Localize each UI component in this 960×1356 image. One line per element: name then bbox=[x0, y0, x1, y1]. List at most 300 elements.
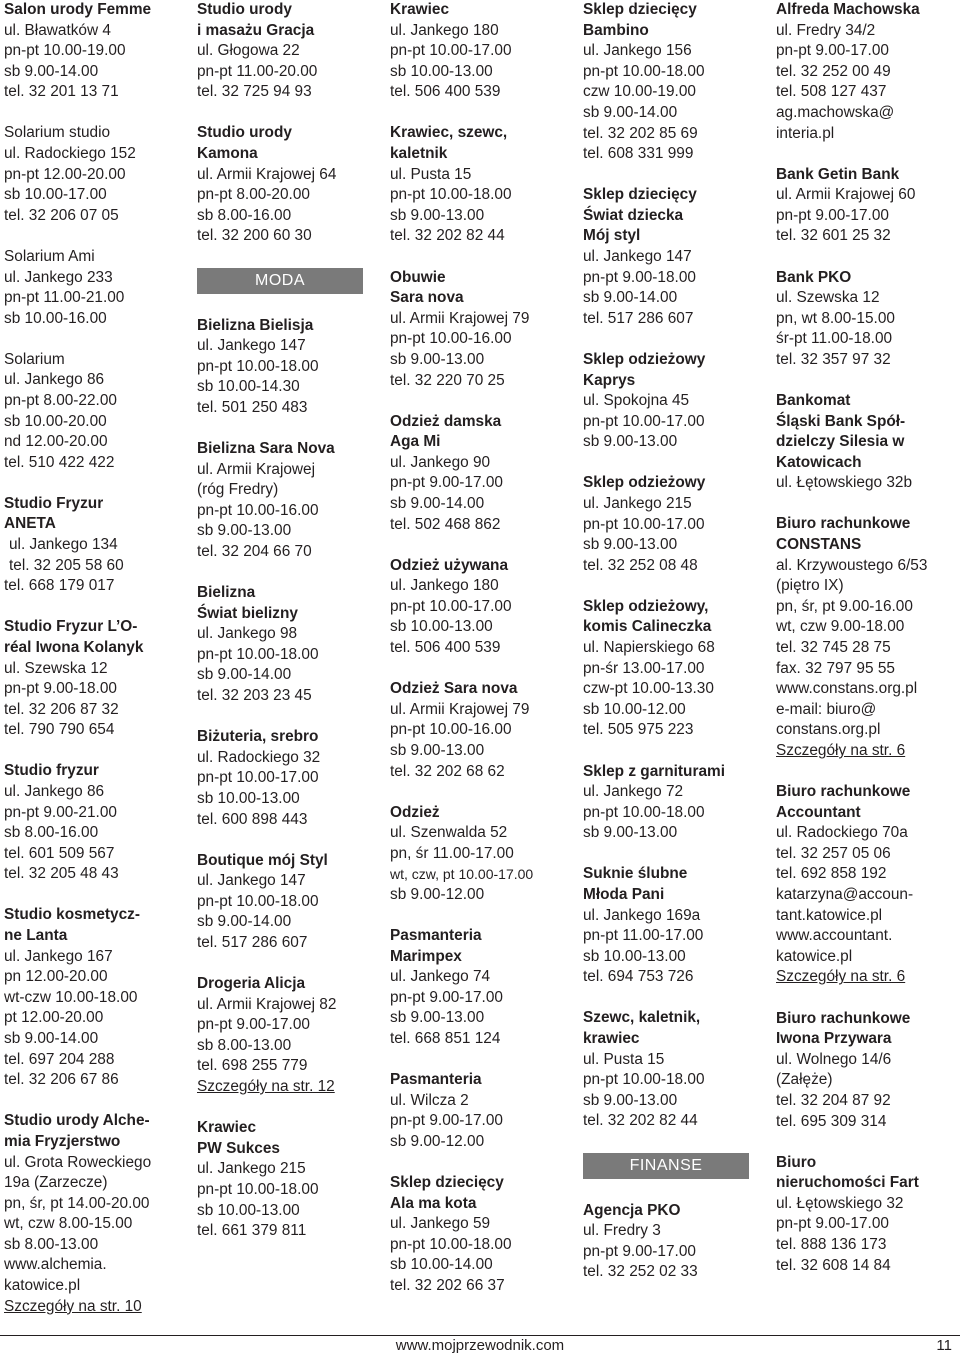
web-contact-line[interactable]: interia.pl bbox=[776, 124, 835, 142]
footer-url[interactable]: www.mojprzewodnik.com bbox=[395, 1337, 565, 1354]
phone-line: tel. 508 127 437 bbox=[776, 83, 887, 101]
phone-line: tel. 32 202 82 44 bbox=[390, 227, 505, 245]
hours-line: pn-pt 10.00-16.00 bbox=[390, 330, 512, 348]
listing-name-line: Odzież damska bbox=[390, 412, 502, 430]
hours-line: pn-pt 10.00-18.00 bbox=[583, 803, 705, 821]
phone-line: tel. 32 252 02 33 bbox=[583, 1263, 698, 1281]
listing-name-line: Bielizna Bielisja bbox=[197, 316, 314, 334]
listing-name-line: dzielczy Silesia w bbox=[776, 433, 905, 451]
hours-line: pn-pt 9.00-18.00 bbox=[4, 680, 117, 698]
phone-line: tel. 32 206 07 05 bbox=[4, 206, 119, 224]
listing-bankomat-slaski-bank bbox=[776, 391, 960, 494]
listing-bielizna-bielisja bbox=[197, 316, 387, 419]
hours-line: pn-pt 10.00-16.00 bbox=[197, 501, 319, 519]
hours-line: sb 9.00-13.00 bbox=[583, 536, 678, 554]
listing-odziez bbox=[390, 803, 580, 906]
listing-name-line: Mój styl bbox=[583, 227, 641, 245]
listing-odziez-damska-aga-mi bbox=[390, 412, 580, 536]
column-4 bbox=[583, 0, 773, 1303]
listing-name-line: Sara nova bbox=[390, 289, 464, 307]
hours-line: sb 10.00-13.00 bbox=[197, 789, 300, 807]
hours-line: pn-pt 9.00-21.00 bbox=[4, 803, 117, 821]
phone-line: tel. 32 202 66 37 bbox=[390, 1276, 505, 1294]
listing-line: Solarium Ami bbox=[4, 247, 95, 265]
listing-name-line: Iwona Przywara bbox=[776, 1030, 892, 1048]
address-line: ul. Jankego 86 bbox=[4, 783, 105, 800]
listing-name-line: Aga Mi bbox=[390, 433, 441, 451]
address-line: ul. Armii Krajowej 79 bbox=[390, 700, 530, 718]
hours-line: pn, śr 11.00-17.00 bbox=[390, 844, 514, 862]
listing-szewc-kaletnik-krawiec bbox=[583, 1008, 773, 1132]
listing-name-line: Odzież bbox=[390, 803, 440, 821]
address-line: ul. Jankego 134 bbox=[9, 536, 118, 554]
hours-line: pn-pt 10.00-17.00 bbox=[583, 412, 705, 430]
listing-krawiec bbox=[390, 0, 580, 103]
address-line: ul. Bławatków 4 bbox=[4, 21, 111, 39]
address-line: al. Krzywoustego 6/53 bbox=[776, 556, 928, 574]
address-line: ul. Szenwalda 52 bbox=[390, 824, 508, 842]
hours-line: sb 9.00-13.00 bbox=[390, 1009, 485, 1027]
hours-line: sb 10.00-13.00 bbox=[583, 947, 686, 965]
hours-line: pn-pt 8.00-22.00 bbox=[4, 392, 117, 409]
address-line: ul. Armii Krajowej 79 bbox=[390, 309, 530, 327]
listing-bank-getin-bank bbox=[776, 165, 960, 247]
listing-solarium bbox=[4, 350, 194, 474]
listing-name-line: i masażu Gracja bbox=[197, 21, 315, 39]
address-line: ul. Armii Krajowej 82 bbox=[197, 995, 337, 1013]
hours-line: pn-pt 9.00-18.00 bbox=[583, 268, 696, 286]
listing-name-line: Sklep dziecięcy bbox=[583, 186, 697, 204]
listing-name-line: Biuro rachunkowe bbox=[776, 783, 911, 801]
listing-sklep-dzieciecy-swiat-dziecka bbox=[583, 185, 773, 329]
hours-line: pn-pt 12.00-20.00 bbox=[4, 165, 126, 183]
hours-line: pn-pt 9.00-17.00 bbox=[776, 42, 889, 60]
listing-name-line: réal Iwona Kolanyk bbox=[4, 638, 144, 656]
hours-line: pn-pt 11.00-21.00 bbox=[4, 289, 125, 307]
section-header-finanse: FINANSE bbox=[583, 1153, 749, 1179]
listing-sklep-odziezowy bbox=[583, 473, 773, 576]
listing-name-line: Sklep odzieżowy bbox=[583, 474, 706, 492]
listing-name-line: Studio Fryzur bbox=[4, 494, 104, 512]
address-line: ul. Jankego 147 bbox=[583, 248, 692, 266]
listing-name-line: Kaprys bbox=[583, 371, 636, 389]
address-line: ul. Wolnego 14/6 bbox=[776, 1050, 892, 1068]
phone-line: tel. 505 975 223 bbox=[583, 721, 694, 739]
address-line: ul. Armii Krajowej bbox=[197, 460, 316, 478]
hours-line: sb 8.00-13.00 bbox=[197, 1036, 292, 1054]
phone-line: tel. 32 745 28 75 bbox=[776, 639, 891, 657]
hours-line: pn-pt 10.00-18.00 bbox=[197, 357, 319, 375]
phone-line: tel. 32 357 97 32 bbox=[776, 350, 891, 368]
web-contact-line[interactable]: tant.katowice.pl bbox=[776, 906, 883, 924]
page-reference-link[interactable]: Szczegóły na str. 6 bbox=[776, 742, 906, 759]
listing-biuro-rachunkowe-constans bbox=[776, 514, 960, 761]
hours-line: pn-pt 10.00-16.00 bbox=[390, 721, 512, 739]
address-line: ul. Radockiego 70a bbox=[776, 824, 908, 842]
web-contact-line[interactable]: e-mail: biuro@ bbox=[776, 700, 877, 718]
address-line: ul. Napierskiego 68 bbox=[583, 639, 715, 657]
web-contact-line[interactable]: www.constans.org.pl bbox=[776, 680, 918, 698]
listing-name-line: Bankomat bbox=[776, 392, 851, 409]
listing-name-line: Studio urody bbox=[197, 124, 292, 142]
listing-name-line: Świat dziecka bbox=[583, 206, 684, 224]
address-line: ul. Fredry 3 bbox=[583, 1222, 661, 1240]
phone-line: tel. 32 201 13 71 bbox=[4, 83, 119, 101]
hours-line: sb 10.00-17.00 bbox=[4, 186, 107, 204]
footer-divider bbox=[0, 1335, 960, 1336]
hours-line: sb 9.00-12.00 bbox=[390, 1132, 485, 1150]
page-number: 11 bbox=[936, 1337, 952, 1354]
listing-studio-urody-alchemia bbox=[4, 1111, 194, 1317]
listing-name-line: Sklep z garniturami bbox=[583, 762, 725, 780]
hours-line: sb 10.00-12.00 bbox=[583, 700, 686, 718]
listing-alfreda-machowska bbox=[776, 0, 960, 144]
phone-line: tel. 661 379 811 bbox=[197, 1222, 307, 1240]
hours-line: pn-pt 10.00-18.00 bbox=[197, 645, 319, 663]
web-contact-line[interactable]: constans.org.pl bbox=[776, 721, 881, 739]
address-line: ul. Pusta 15 bbox=[390, 165, 472, 183]
hours-line: pn-pt 10.00-18.00 bbox=[197, 892, 319, 910]
phone-line: tel. 32 204 87 92 bbox=[776, 1091, 891, 1109]
hours-line: pn-pt 9.00-17.00 bbox=[390, 474, 503, 492]
hours-line: pn 12.00-20.00 bbox=[4, 968, 108, 986]
hours-line: pn-pt 9.00-17.00 bbox=[776, 1215, 889, 1233]
phone-line: tel. 32 252 00 49 bbox=[776, 62, 891, 80]
hours-line: pn-pt 9.00-17.00 bbox=[776, 206, 889, 224]
listing-odziez-uzywana bbox=[390, 556, 580, 659]
hours-line: sb 9.00-14.00 bbox=[197, 666, 292, 684]
address-line: ul. Jankego 180 bbox=[390, 21, 499, 39]
listing-name-line: Bambino bbox=[583, 21, 649, 39]
hours-line: wt, czw 8.00-15.00 bbox=[4, 1215, 133, 1233]
listing-name-line: Bank Getin Bank bbox=[776, 165, 900, 183]
listing-bielizna-sara-nova bbox=[197, 439, 387, 563]
hours-line: pn, wt 8.00-15.00 bbox=[776, 309, 895, 327]
phone-line: tel. 697 204 288 bbox=[4, 1050, 115, 1068]
listing-name-line: Agencja PKO bbox=[583, 1201, 681, 1219]
listing-name-line: komis Calineczka bbox=[583, 618, 712, 636]
phone-line: tel. 32 202 82 44 bbox=[583, 1112, 698, 1130]
address-line: ul. Jankego 98 bbox=[197, 625, 298, 643]
listing-studio-kosmetyczne-lanta bbox=[4, 905, 194, 1090]
listing-pasmanteria bbox=[390, 1070, 580, 1152]
listing-studio-fryzur bbox=[4, 761, 194, 885]
column-5 bbox=[776, 0, 960, 1297]
listing-name-line: Biżuteria, srebro bbox=[197, 728, 319, 746]
hours-line: pn-pt 10.00-18.00 bbox=[197, 1180, 319, 1198]
hours-line: pn-pt 10.00-17.00 bbox=[390, 42, 512, 60]
phone-line: tel. 506 400 539 bbox=[390, 83, 501, 101]
listing-name-line: ANETA bbox=[4, 515, 56, 533]
phone-line: tel. 888 136 173 bbox=[776, 1235, 887, 1253]
hours-line: sb 9.00-14.00 bbox=[4, 1030, 99, 1048]
listing-solarium-ami bbox=[4, 247, 194, 329]
hours-line: śr-pt 11.00-18.00 bbox=[776, 330, 893, 348]
listing-name-line: Świat bielizny bbox=[197, 604, 298, 622]
listing-name-line: Krawiec bbox=[390, 1, 450, 18]
address-line: ul. Jankego 147 bbox=[197, 872, 306, 890]
hours-line: pt 12.00-20.00 bbox=[4, 1009, 104, 1027]
listing-name-line: Młoda Pani bbox=[583, 885, 665, 903]
phone-line: tel. 517 286 607 bbox=[583, 309, 694, 327]
listing-name-line: PW Sukces bbox=[197, 1139, 280, 1157]
listing-name-line: Boutique mój Styl bbox=[197, 851, 328, 869]
phone-line: tel. 32 203 23 45 bbox=[197, 687, 312, 705]
listing-name-line: Pasmanteria bbox=[390, 1071, 482, 1089]
hours-line: sb 9.00-13.00 bbox=[390, 741, 485, 759]
column-3 bbox=[390, 0, 580, 1317]
phone-line: tel. 506 400 539 bbox=[390, 639, 501, 657]
listing-obuwie-sara-nova bbox=[390, 268, 580, 392]
phone-line: tel. 517 286 607 bbox=[197, 933, 308, 951]
hours-line: wt, czw 9.00-18.00 bbox=[776, 618, 905, 636]
phone-line: tel. 502 468 862 bbox=[390, 515, 501, 533]
phone-line: tel. 501 250 483 bbox=[197, 398, 308, 416]
listing-line: Solarium bbox=[4, 350, 65, 368]
address-line: ul. Fredry 34/2 bbox=[776, 21, 876, 39]
listing-suknie-slubne-mloda-pani bbox=[583, 864, 773, 988]
listing-name-line: Krawiec, szewc, bbox=[390, 124, 508, 142]
web-contact-line[interactable]: www.accountant. bbox=[776, 927, 893, 945]
listing-line: (piętro IX) bbox=[776, 577, 844, 595]
listing-sklep-dzieciecy-bambino bbox=[583, 0, 773, 165]
phone-line: tel. 32 204 66 70 bbox=[197, 542, 312, 560]
address-line: ul. Jankego 215 bbox=[583, 494, 692, 512]
hours-line: sb 10.00-16.00 bbox=[4, 309, 107, 327]
listing-bizuteria-srebro bbox=[197, 727, 387, 830]
hours-line: pn-pt 11.00-17.00 bbox=[583, 927, 704, 945]
web-contact-line[interactable]: www.alchemia. bbox=[4, 1256, 107, 1274]
hours-line: pn-śr 13.00-17.00 bbox=[583, 659, 705, 677]
listing-name-line: Studio urody bbox=[197, 1, 292, 18]
phone-line: tel. 32 202 68 62 bbox=[390, 762, 505, 780]
listing-biuro-nieruchomosci-fart bbox=[776, 1153, 960, 1277]
listing-name-line: Biuro bbox=[776, 1153, 817, 1171]
phone-line: tel. 32 205 58 60 bbox=[9, 556, 124, 574]
listing-name-line: mia Fryzjerstwo bbox=[4, 1132, 121, 1150]
listing-name-line: Kamona bbox=[197, 145, 258, 163]
phone-line: tel. 32 257 05 06 bbox=[776, 844, 891, 862]
hours-line: sb 9.00-12.00 bbox=[390, 885, 485, 903]
listing-name-line: Śląski Bank Spół- bbox=[776, 412, 906, 430]
address-line: ul. Jankego 59 bbox=[390, 1215, 491, 1233]
hours-line: pn-pt 10.00-18.00 bbox=[390, 1235, 512, 1253]
address-line: ul. Jankego 72 bbox=[583, 783, 684, 801]
hours-line: sb 9.00-14.00 bbox=[583, 289, 678, 307]
address-line: ul. Wilcza 2 bbox=[390, 1091, 469, 1109]
web-contact-line[interactable]: katarzyna@accoun- bbox=[776, 886, 914, 904]
listing-biuro-rachunkowe-iwona-przywara bbox=[776, 1009, 960, 1133]
listing-name-line: Ala ma kota bbox=[390, 1194, 477, 1212]
listing-boutique-moj-styl bbox=[197, 851, 387, 954]
hours-line: sb 8.00-16.00 bbox=[197, 206, 292, 224]
listing-name-line: krawiec bbox=[583, 1030, 640, 1048]
hours-line: pn-pt 9.00-17.00 bbox=[390, 988, 503, 1006]
hours-line: czw 10.00-19.00 bbox=[583, 83, 696, 101]
address-line: ul. Radockiego 152 bbox=[4, 145, 136, 163]
hours-line: sb 9.00-13.00 bbox=[583, 1091, 678, 1109]
phone-line: fax. 32 797 95 55 bbox=[776, 659, 895, 677]
hours-line: pn-pt 9.00-17.00 bbox=[197, 1016, 310, 1034]
listing-krawiec-pw-sukces bbox=[197, 1118, 387, 1242]
hours-line: wt-czw 10.00-18.00 bbox=[4, 988, 138, 1006]
phone-line: tel. 32 202 85 69 bbox=[583, 124, 698, 142]
hours-line: pn-pt 10.00-17.00 bbox=[583, 515, 705, 533]
phone-line: tel. 695 309 314 bbox=[776, 1112, 887, 1130]
listing-name-line: Sklep dziecięcy bbox=[390, 1174, 504, 1191]
address-line: ul. Jankego 147 bbox=[197, 337, 306, 355]
listing-bielizna-swiat-bielizny bbox=[197, 583, 387, 707]
listing-line: 19a (Zarzecze) bbox=[4, 1174, 108, 1192]
listing-name-line: CONSTANS bbox=[776, 536, 862, 554]
phone-line: tel. 32 601 25 32 bbox=[776, 227, 891, 245]
hours-line: pn-pt 10.00-17.00 bbox=[390, 597, 512, 615]
address-line: ul. Spokojna 45 bbox=[583, 392, 690, 410]
address-line: ul. Grota Roweckiego bbox=[4, 1153, 152, 1171]
listing-line: (róg Fredry) bbox=[197, 481, 279, 499]
hours-line: pn, śr, pt 9.00-16.00 bbox=[776, 597, 913, 615]
listing-name-line: Studio fryzur bbox=[4, 762, 99, 780]
address-line: ul. Łętowskiego 32b bbox=[776, 474, 913, 492]
address-line: ul. Jankego 215 bbox=[197, 1160, 306, 1178]
address-line: ul. Jankego 74 bbox=[390, 968, 491, 986]
listing-sklep-odziezowy-kaprys bbox=[583, 350, 773, 453]
hours-line: pn-pt 9.00-17.00 bbox=[583, 1242, 696, 1260]
hours-line: sb 9.00-13.00 bbox=[390, 350, 485, 368]
phone-line: tel. 32 725 94 93 bbox=[197, 83, 312, 101]
hours-line: sb 8.00-13.00 bbox=[4, 1235, 99, 1253]
hours-line: sb 9.00-14.00 bbox=[197, 913, 292, 931]
phone-line: tel. 790 790 654 bbox=[4, 721, 115, 739]
phone-line: tel. 692 858 192 bbox=[776, 865, 887, 883]
address-line: ul. Jankego 180 bbox=[390, 577, 499, 595]
hours-line: pn-pt 10.00-18.00 bbox=[583, 62, 705, 80]
phone-line: tel. 668 179 017 bbox=[4, 577, 115, 595]
address-line: ul. Szewska 12 bbox=[776, 289, 880, 307]
listing-name-line: Szewc, kaletnik, bbox=[583, 1009, 701, 1027]
listing-name-line: Suknie ślubne bbox=[583, 865, 688, 883]
phone-line: tel. 694 753 726 bbox=[583, 968, 694, 986]
hours-line: sb 10.00-20.00 bbox=[4, 412, 107, 430]
listing-name-line: Sklep odzieżowy, bbox=[583, 597, 709, 615]
web-contact-line[interactable]: katowice.pl bbox=[776, 947, 853, 965]
listing-name-line: Odzież Sara nova bbox=[390, 680, 518, 698]
phone-line: tel. 32 608 14 84 bbox=[776, 1256, 891, 1274]
listing-name-line: Bielizna Sara Nova bbox=[197, 440, 335, 457]
hours-line: nd 12.00-20.00 bbox=[4, 433, 108, 451]
listing-name-line: Salon urody Femme bbox=[4, 1, 152, 18]
address-line: ul. Armii Krajowej 60 bbox=[776, 186, 916, 204]
address-line: ul. Szewska 12 bbox=[4, 659, 108, 677]
page-reference-link[interactable]: Szczegóły na str. 12 bbox=[197, 1078, 335, 1096]
hours-line: pn-pt 11.00-20.00 bbox=[197, 62, 318, 80]
hours-line: sb 10.00-13.00 bbox=[390, 62, 493, 80]
address-line: ul. Jankego 169a bbox=[583, 906, 701, 924]
phone-line: tel. 600 898 443 bbox=[197, 810, 308, 828]
address-line: ul. Jankego 86 bbox=[4, 371, 105, 389]
listing-salon-urody-femme bbox=[4, 0, 194, 103]
listing-name-line: Studio kosmetycz- bbox=[4, 906, 140, 924]
listing-sklep-z-garniturami bbox=[583, 762, 773, 844]
hours-line: pn-pt 10.00-17.00 bbox=[197, 769, 319, 787]
listing-studio-urody-kamona bbox=[197, 123, 387, 247]
listing-name-line: nieruchomości Fart bbox=[776, 1174, 919, 1192]
listing-name-line: Obuwie bbox=[390, 268, 446, 286]
listing-sklep-dzieciecy-ala-ma-kota bbox=[390, 1173, 580, 1297]
listing-name-line: Studio urody Alche- bbox=[4, 1112, 150, 1130]
page-reference-link[interactable]: Szczegóły na str. 6 bbox=[776, 968, 906, 986]
column-2 bbox=[197, 0, 387, 1262]
hours-line: sb 9.00-14.00 bbox=[583, 103, 678, 121]
listing-line: (Załęże) bbox=[776, 1071, 833, 1089]
hours-line: wt, czw, pt 10.00-17.00 bbox=[390, 866, 534, 883]
phone-line: tel. 32 205 48 43 bbox=[4, 865, 119, 883]
phone-line: tel. 32 206 87 32 bbox=[4, 700, 119, 718]
listing-drogeria-alicja bbox=[197, 974, 387, 1098]
listing-studio-fryzur-loreal bbox=[4, 617, 194, 741]
listing-name-line: Marimpex bbox=[390, 947, 462, 965]
hours-line: pn, śr, pt 14.00-20.00 bbox=[4, 1194, 150, 1212]
listing-name-line: Katowicach bbox=[776, 453, 862, 471]
hours-line: pn-pt 10.00-19.00 bbox=[4, 42, 126, 60]
hours-line: sb 8.00-16.00 bbox=[4, 824, 99, 842]
hours-line: pn-pt 10.00-18.00 bbox=[390, 186, 512, 204]
address-line: ul. Radockiego 32 bbox=[197, 748, 321, 766]
hours-line: pn-pt 10.00-18.00 bbox=[583, 1071, 705, 1089]
phone-line: tel. 32 206 67 86 bbox=[4, 1071, 119, 1089]
listing-name-line: Sklep odzieżowy bbox=[583, 350, 706, 368]
listing-name-line: ne Lanta bbox=[4, 927, 68, 945]
hours-line: sb 10.00-14.00 bbox=[390, 1256, 493, 1274]
hours-line: sb 9.00-13.00 bbox=[390, 206, 485, 224]
hours-line: sb 9.00-14.00 bbox=[4, 62, 99, 80]
listing-studio-urody-gracja bbox=[197, 0, 387, 103]
listing-name-line: Drogeria Alicja bbox=[197, 975, 306, 993]
hours-line: sb 9.00-14.00 bbox=[390, 494, 485, 512]
phone-line: tel. 32 220 70 25 bbox=[390, 371, 505, 389]
hours-line: pn-pt 8.00-20.00 bbox=[197, 186, 310, 204]
listing-name-line: kaletnik bbox=[390, 145, 448, 163]
hours-line: sb 9.00-13.00 bbox=[197, 522, 292, 540]
section-header-moda: MODA bbox=[197, 268, 363, 294]
hours-line: sb 9.00-13.00 bbox=[583, 824, 678, 842]
listing-name-line: Odzież używana bbox=[390, 556, 509, 574]
listing-name-line: Biuro rachunkowe bbox=[776, 515, 911, 533]
listing-name-line: Biuro rachunkowe bbox=[776, 1009, 911, 1027]
listing-name-line: Accountant bbox=[776, 803, 861, 821]
listing-sklep-odziezowy-calineczka bbox=[583, 597, 773, 741]
listing-name-line: Krawiec bbox=[197, 1119, 257, 1137]
address-line: ul. Armii Krajowej 64 bbox=[197, 165, 337, 183]
hours-line: czw-pt 10.00-13.30 bbox=[583, 680, 714, 698]
listing-name-line: Bank PKO bbox=[776, 268, 852, 286]
address-line: ul. Głogowa 22 bbox=[197, 42, 300, 60]
listing-name-line: Alfreda Machowska bbox=[776, 1, 920, 18]
listing-krawiec-szewc-kaletnik bbox=[390, 123, 580, 247]
listing-agencja-pko bbox=[583, 1201, 773, 1283]
hours-line: sb 10.00-13.00 bbox=[390, 618, 493, 636]
listing-solarium-studio bbox=[4, 123, 194, 226]
phone-line: tel. 32 252 08 48 bbox=[583, 556, 698, 574]
page-reference-link[interactable]: Szczegóły na str. 10 bbox=[4, 1297, 142, 1315]
column-1 bbox=[4, 0, 194, 1338]
address-line: ul. Jankego 167 bbox=[4, 947, 113, 965]
hours-line: pn-pt 9.00-17.00 bbox=[390, 1112, 503, 1130]
web-contact-line[interactable]: katowice.pl bbox=[4, 1277, 81, 1295]
listing-name-line: Sklep dziecięcy bbox=[583, 1, 697, 18]
web-contact-line[interactable]: ag.machowska@ bbox=[776, 103, 895, 121]
listing-odziez-sara-nova bbox=[390, 679, 580, 782]
